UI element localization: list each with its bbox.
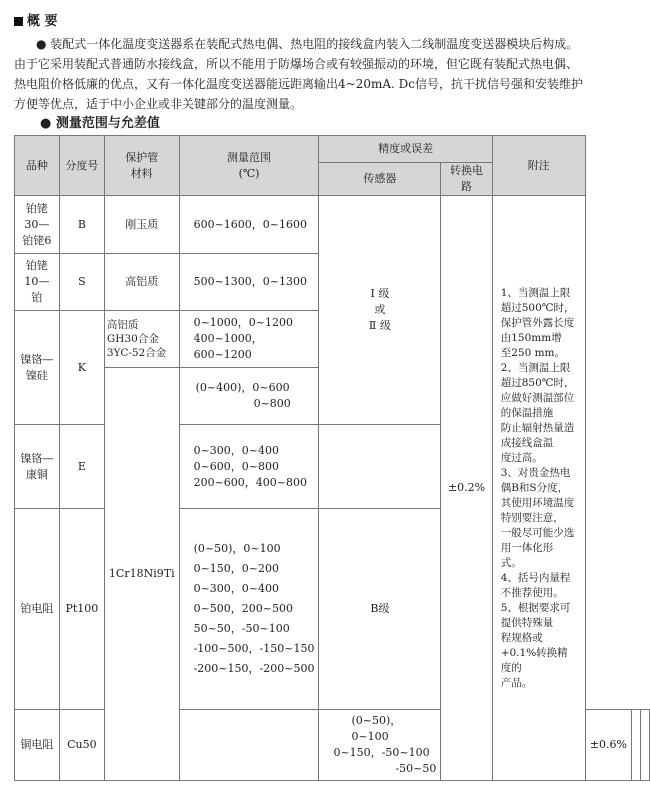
intro-paragraph — [14, 34, 638, 114]
note-cu50-blank — [641, 710, 650, 781]
grad-s: S — [59, 254, 104, 311]
tube-k-line: 高铝质 — [106, 319, 139, 331]
sensor-cu50: ±0.6% — [585, 710, 631, 781]
header-range — [179, 136, 319, 196]
grad-k: K — [59, 311, 104, 425]
section-title: ● 测量范围与允差值 — [40, 116, 160, 131]
variety-b: 铂铑30—铂铑6 — [15, 196, 60, 254]
range-pt100 — [179, 509, 319, 710]
variety-s: 铂铑10—铂 — [15, 254, 60, 311]
grad-pt100: Pt100 — [59, 509, 104, 710]
header-variety: 品种 — [15, 136, 60, 196]
note-line: 其使用环境温度特别要注意， — [500, 496, 575, 524]
variety-e: 镍铬—康铜 — [15, 425, 60, 509]
range-line: (0~50)，0~100 — [351, 714, 402, 743]
sensor-grade-l3: Ⅱ 级 — [368, 319, 391, 332]
header-tube-line2: 材料 — [130, 166, 153, 180]
note-line: 5、根据要求可提供特殊量 — [500, 601, 571, 629]
header-range-line2: (℃) — [238, 166, 260, 180]
heading-text: 概 要 — [27, 14, 58, 29]
circuit-cu50-blank — [632, 710, 641, 781]
range-line: -50~50 — [395, 762, 437, 775]
intro-line-1: ● 装配式一体化温度变送器系在装配式热电偶、热电阻的接线盒内装入二线制温度变送器模块后构成。 — [36, 37, 579, 51]
variety-cu50: 铜电阻 — [15, 710, 60, 781]
tube-k-line: 3YC-52合金 — [106, 347, 167, 359]
range-e — [179, 425, 319, 509]
tube-s: 高铝质 — [104, 254, 179, 311]
note-line: 2、当测温上限超过850℃时， — [500, 361, 575, 389]
notes-cell — [492, 196, 585, 781]
intro-line-2: 由于它采用装配式普通防水接线盒，所以不能用于防爆场合或有较强振动的环境，但它既有装配式热电偶、 — [14, 57, 579, 71]
range-line: -100~500，-150~150 — [193, 642, 315, 655]
note-line: 式。 — [500, 556, 522, 569]
intro-line-4: 方便等优点，适于中小企业或非关键部分的温度测量。 — [14, 97, 303, 111]
range-line: 0~600，0~800 — [193, 459, 280, 473]
header-note: 附注 — [492, 136, 585, 196]
variety-k: 镍铬—镍硅 — [15, 311, 60, 425]
note-line: 3、对贵金热电偶B和S分度， — [500, 466, 571, 494]
note-line: 产品。 — [500, 676, 533, 689]
range-line: 50~50，-50~100 — [193, 622, 290, 635]
header-accuracy: 精度或误差 — [319, 136, 492, 163]
header-graduation: 分度号 — [59, 136, 104, 196]
range-line: 400~1000，600~1200 — [193, 332, 263, 361]
range-line: 200~600，400~800 — [193, 475, 308, 489]
range-line: 0~150，0~200 — [193, 562, 280, 575]
note-line: 应做好测温部位的保温措施 — [500, 391, 575, 419]
note-line: 程规格或+0.1%转换精度的 — [500, 631, 568, 674]
tube-b: 刚玉质 — [104, 196, 179, 254]
header-circuit: 转换电路 — [441, 163, 492, 196]
range-line: -200~150，-200~500 — [193, 662, 315, 675]
header-tube — [104, 136, 179, 196]
circuit-accuracy: ±0.2% — [441, 196, 492, 781]
range-b: 600~1600，0~1600 — [179, 196, 319, 254]
tube-k-line: GH30合金 — [106, 333, 159, 345]
range-line: (0~400)，0~600 — [195, 381, 290, 394]
range-k-b — [179, 368, 319, 425]
range-line: 0~300，0~400 — [193, 582, 280, 595]
range-line: 0~800 — [253, 397, 291, 410]
note-line: 4、括号内量程不推荐使用。 — [500, 571, 571, 599]
grad-b: B — [59, 196, 104, 254]
header-tube-line1: 保护管 — [125, 150, 159, 164]
tube-shared: 1Cr18Ni9Ti — [104, 368, 179, 781]
range-line: 0~500，200~500 — [193, 602, 294, 615]
range-line: 0~300，0~400 — [193, 443, 280, 457]
sensor-b-grade: B级 — [319, 509, 441, 710]
range-cu50 — [319, 710, 441, 781]
variety-pt100: 铂电阻 — [15, 509, 60, 710]
sensor-grade-l2: 或 — [374, 303, 386, 316]
note-line: 防止辐射热量造成接线盒温 — [500, 421, 575, 449]
intro-line-3: 热电阻价格低廉的优点，又有一体化温度变送器能远距离输出4~20mA. Dc信号，抗干扰信号强和安装维护 — [14, 77, 583, 91]
grad-cu50: Cu50 — [59, 710, 104, 781]
note-line: 度过高。 — [500, 451, 543, 464]
note-line: 一般尽可能少选用一体化形 — [500, 526, 575, 554]
note-line: 保护管外露长度由150mm增 — [500, 316, 575, 344]
range-k-a — [179, 311, 319, 368]
header-range-line1: 测量范围 — [227, 150, 272, 164]
note-line: 1、当测温上限超过500℃时， — [500, 286, 575, 314]
range-line: 0~150，-50~100 — [333, 746, 430, 759]
square-bullet-icon — [14, 17, 23, 26]
tube-cu50 — [179, 710, 319, 781]
grad-e: E — [59, 425, 104, 509]
range-s: 500~1300，0~1300 — [179, 254, 319, 311]
note-line: 至250 mm。 — [500, 346, 565, 359]
sensor-blank — [319, 425, 441, 509]
sensor-grade-1-2 — [319, 196, 441, 425]
header-sensor: 传感器 — [319, 163, 441, 196]
section-heading — [14, 10, 58, 29]
tube-k — [104, 311, 179, 368]
sensor-grade-l1: Ⅰ 级 — [370, 287, 390, 300]
spec-table — [14, 135, 650, 781]
range-line: 0~1000，0~1200 — [193, 316, 294, 329]
range-line: (0~50)，0~100 — [193, 542, 281, 555]
